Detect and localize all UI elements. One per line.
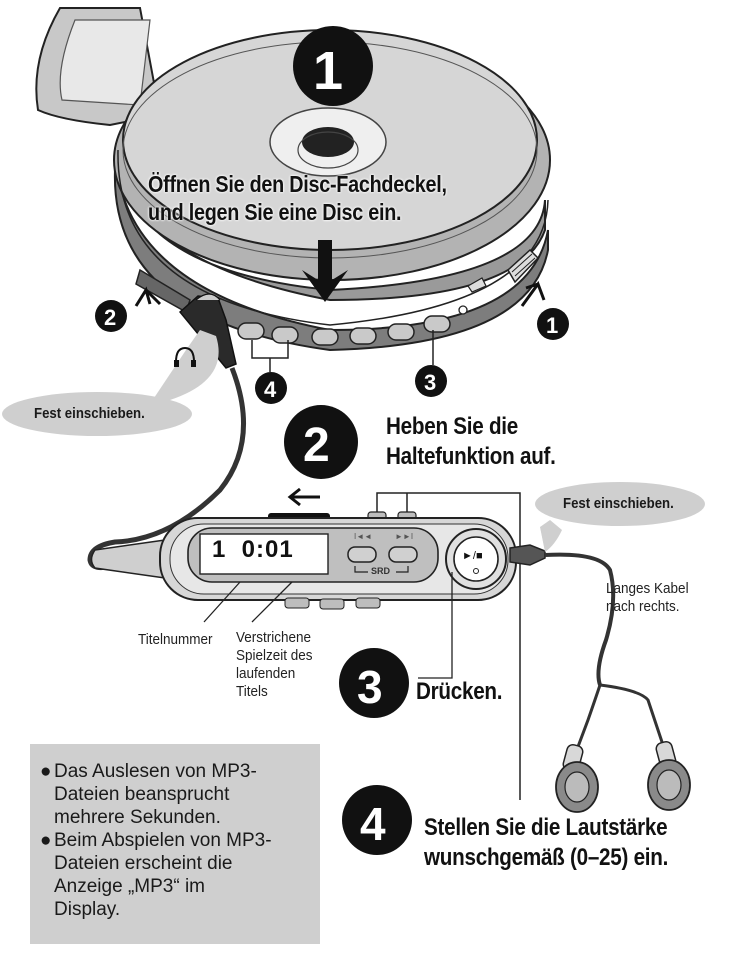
step-number-3: 3 xyxy=(357,661,383,713)
step4-instruction: Stellen Sie die Lautstärke wunschgemäß (0–25) ein. xyxy=(424,814,669,871)
step1-instruction: Öffnen Sie den Disc-Fachdeckel, und legen Sie eine Disc ein. xyxy=(148,171,447,225)
step-number-1: 1 xyxy=(313,41,344,101)
marker-4-label: 4 xyxy=(264,377,277,402)
track-number-label: Titelnummer xyxy=(138,631,213,648)
note-item: ● Beim Abspielen von MP3- Dateien erscheint die Anzeige „MP3“ im Display. xyxy=(40,830,272,920)
long-cable-label: Langes Kabel nach rechts. xyxy=(606,580,689,615)
step-number-4: 4 xyxy=(360,798,386,850)
bullet: ● xyxy=(40,830,52,851)
player-button xyxy=(238,323,264,339)
callout-plug-right: Fest einschieben. xyxy=(563,495,674,512)
marker-2-label: 2 xyxy=(104,305,117,330)
player-button xyxy=(312,329,338,345)
player-button xyxy=(350,328,376,344)
earphone-cable xyxy=(545,555,613,685)
earphone-left xyxy=(556,743,598,812)
play-stop-icon: ►/■ xyxy=(462,550,483,562)
bullet: ● xyxy=(40,761,52,782)
skip-forward-button xyxy=(389,547,417,562)
notes-box xyxy=(30,744,320,944)
skip-forward-icon: ►►I xyxy=(395,532,414,541)
step-number-2: 2 xyxy=(303,419,330,472)
elapsed-time-label: Verstrichene Spielzeit des laufenden Titels xyxy=(236,629,313,700)
skip-back-button xyxy=(348,547,376,562)
srd-label: SRD xyxy=(371,566,391,576)
lcd-readout: 1 0:01 xyxy=(212,536,294,563)
earphone-right xyxy=(648,740,690,810)
marker-1-label: 1 xyxy=(546,313,559,338)
hold-arrow-icon xyxy=(290,489,320,505)
step3-instruction: Drücken. xyxy=(416,678,503,705)
skip-back-icon: I◄◄ xyxy=(354,532,373,541)
player-button xyxy=(424,316,450,332)
player-button xyxy=(388,324,414,340)
callout-plug-left: Fest einschieben. xyxy=(34,405,145,422)
marker-3-label: 3 xyxy=(424,370,437,395)
player-button xyxy=(272,327,298,343)
note-item: ● Das Auslesen von MP3- Dateien beansprucht mehrere Sekunden. xyxy=(40,761,257,828)
step2-instruction: Heben Sie die Haltefunktion auf. xyxy=(386,413,556,470)
